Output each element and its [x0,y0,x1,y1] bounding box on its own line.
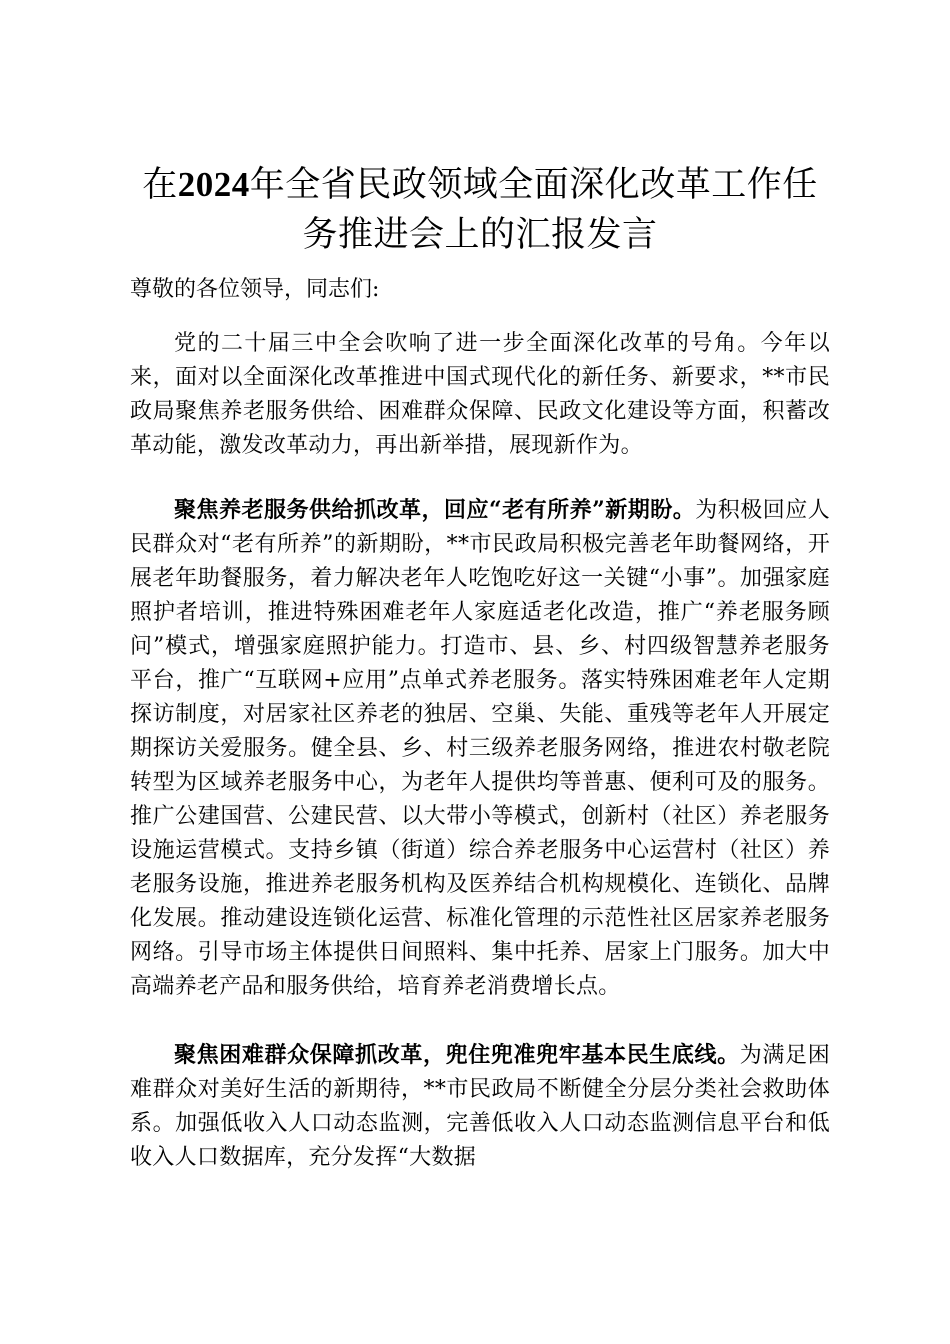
paragraph-text: 为满足困难群众对美好生活的新期待，**市民政局不断健全分层分类社会救助体系。加强低收入人口动态监测，完善低收入人口动态监测信息平台和低收入人口数据库，充分发挥“大数据 [130,1043,830,1170]
paragraph-text: 党的二十届三中全会吹响了进一步全面深化改革的号角。今年以来，面对以全面深化改革推进中国式现代化的新任务、新要求，**市民政局聚焦养老服务供给、困难群众保障、民政文化建设等方面，积蓄改革动能，激发改革动力，再出新举措，展现新作为。 [130,331,830,458]
title-prefix: 在 [142,165,178,205]
paragraph-elderly-care [130,493,830,1004]
title-year: 2024 [177,165,250,204]
title-rest: 年全省民政领域全面深化改革工作任务推进会上的汇报发言 [249,165,818,255]
paragraph-lead: 聚焦养老服务供给抓改革，回应“老有所养”新期盼。 [174,497,696,523]
paragraph-lead: 聚焦困难群众保障抓改革，兜住兜准兜牢基本民生底线。 [174,1042,740,1068]
page-title [130,160,830,260]
paragraph-intro [130,327,830,463]
paragraph-assistance [130,1038,830,1175]
paragraph-text: 为积极回应人民群众对“老有所养”的新期盼，**市民政局积极完善老年助餐网络，开展老年助餐服务，着力解决老年人吃饱吃好这一关键“小事”。加强家庭照护者培训，推进特殊困难老年人家庭适老化改造，推广“养老服务顾问”模式，增强家庭照护能力。打造市、县、乡、村四级智慧养老服务平台，推广“互联网+应用”点单式养老服务。落实特殊困难老年人定期探访制度，对居家社区养老的独居、空巢、失能、重残等老年人开展定期探访关爱服务。健全县、乡、村三级养老服务网络，推进农村敬老院转型为区域养老服务中心，为老年人提供均等普惠、便利可及的服务。推广公建国营、公建民营、以大带小等模式，创新村（社区）养老服务设施运营模式。支持乡镇（街道）综合养老服务中心运营村（社区）养老服务设施，推进养老服务机构及医养结合机构规模化、连锁化、品牌化发展。推动建设连锁化运营、标准化管理的示范性社区居家养老服务网络。引导市场主体提供日间照料、集中托养、居家上门服务。加大中高端养老产品和服务供给，培育养老消费增长点。 [130,498,830,999]
salutation: 尊敬的各位领导，同志们: [130,277,380,302]
